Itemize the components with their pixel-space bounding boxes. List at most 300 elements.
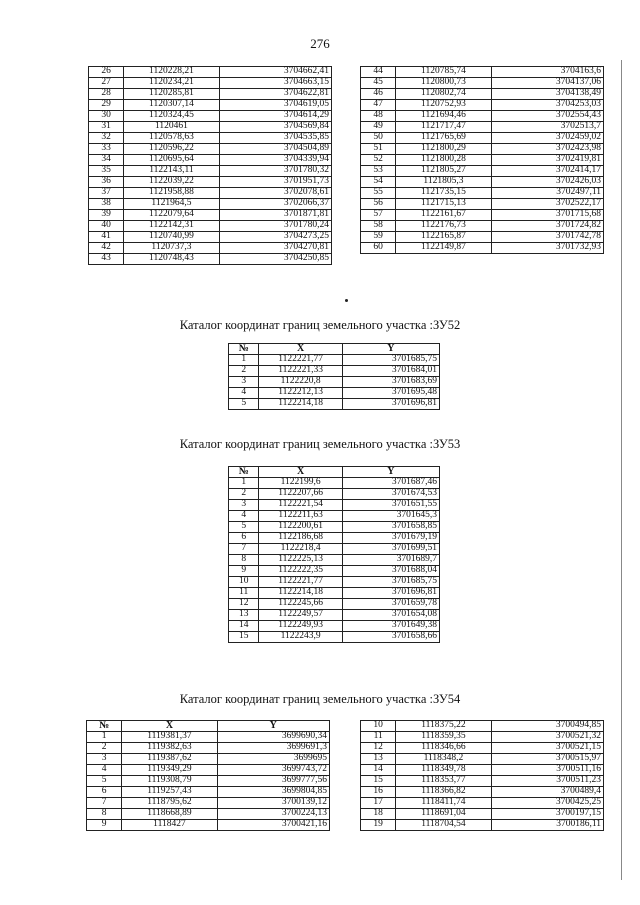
x-coordinate: 1122214,18	[259, 399, 342, 410]
header-num: №	[229, 467, 259, 478]
x-coordinate: 1118353,77	[396, 776, 491, 787]
caption-zu53: Каталог координат границ земельного участка :ЗУ53	[179, 437, 461, 451]
x-coordinate: 1120578,63	[124, 133, 219, 144]
point-number: 11	[361, 732, 396, 743]
table-row	[87, 743, 330, 754]
point-number: 31	[89, 122, 124, 133]
x-coordinate: 1120461	[124, 122, 219, 133]
y-coordinate: 3700224,13	[217, 809, 329, 820]
x-coordinate: 1118346,66	[396, 743, 491, 754]
point-number: 45	[361, 78, 396, 89]
y-coordinate: 3701684,01	[342, 366, 439, 377]
point-number: 40	[89, 221, 124, 232]
x-coordinate: 1118375,22	[396, 721, 491, 732]
y-coordinate: 3702423,98	[491, 144, 603, 155]
x-coordinate: 1122249,57	[259, 610, 342, 621]
stray-dot	[345, 299, 348, 302]
point-number: 52	[361, 155, 396, 166]
caption-zu52: Каталог координат границ земельного участка :ЗУ52	[179, 318, 461, 332]
point-number: 13	[361, 754, 396, 765]
y-coordinate: 3701742,78	[491, 232, 603, 243]
table-row	[361, 232, 604, 243]
table-row	[361, 177, 604, 188]
table-row	[229, 555, 440, 566]
caption-zu54: Каталог координат границ земельного участка :ЗУ54	[179, 692, 461, 706]
x-coordinate: 1122214,18	[259, 588, 342, 599]
x-coordinate: 1121805,3	[396, 177, 491, 188]
table-header-row	[87, 721, 330, 732]
table-row	[229, 399, 440, 410]
y-coordinate: 3699777,56	[217, 776, 329, 787]
point-number: 4	[229, 388, 259, 399]
x-coordinate: 1120324,45	[124, 111, 219, 122]
point-number: 9	[229, 566, 259, 577]
x-coordinate: 1119308,79	[122, 776, 217, 787]
table-row	[89, 133, 332, 144]
point-number: 7	[87, 798, 122, 809]
x-coordinate: 1122207,66	[259, 489, 342, 500]
y-coordinate: 3701871,81	[219, 210, 331, 221]
table-row	[89, 166, 332, 177]
x-coordinate: 1119257,43	[122, 787, 217, 798]
point-number: 2	[229, 366, 259, 377]
table-row	[361, 765, 604, 776]
x-coordinate: 1122225,13	[259, 555, 342, 566]
x-coordinate: 1122221,54	[259, 500, 342, 511]
y-coordinate: 3701688,04	[342, 566, 439, 577]
point-number: 7	[229, 544, 259, 555]
y-coordinate: 3700521,32	[491, 732, 603, 743]
y-coordinate: 3701732,93	[491, 243, 603, 254]
y-coordinate: 3701645,3	[342, 511, 439, 522]
point-number: 6	[229, 533, 259, 544]
point-number: 28	[89, 89, 124, 100]
y-coordinate: 3704273,25	[219, 232, 331, 243]
table-row	[229, 511, 440, 522]
header-x: X	[122, 721, 217, 732]
x-coordinate: 1119387,62	[122, 754, 217, 765]
table-row	[229, 610, 440, 621]
x-coordinate: 1122186,68	[259, 533, 342, 544]
point-number: 41	[89, 232, 124, 243]
y-coordinate: 3702078,61	[219, 188, 331, 199]
table-row	[89, 111, 332, 122]
point-number: 46	[361, 89, 396, 100]
point-number: 48	[361, 111, 396, 122]
y-coordinate: 3700197,15	[491, 809, 603, 820]
x-coordinate: 1120748,43	[124, 254, 219, 265]
y-coordinate: 3701951,73	[219, 177, 331, 188]
x-coordinate: 1120802,74	[396, 89, 491, 100]
table-row	[87, 787, 330, 798]
table-row	[361, 743, 604, 754]
y-coordinate: 3704339,94	[219, 155, 331, 166]
table-row	[361, 111, 604, 122]
point-number: 4	[87, 765, 122, 776]
point-number: 39	[89, 210, 124, 221]
x-coordinate: 1122199,6	[259, 478, 342, 489]
header-num: №	[229, 344, 259, 355]
y-coordinate: 3701689,7	[342, 555, 439, 566]
x-coordinate: 1121717,47	[396, 122, 491, 133]
point-number: 12	[361, 743, 396, 754]
table-row	[229, 489, 440, 500]
y-coordinate: 3704504,89	[219, 144, 331, 155]
x-coordinate: 1122149,87	[396, 243, 491, 254]
y-coordinate: 3700515,97	[491, 754, 603, 765]
table-row	[229, 355, 440, 366]
y-coordinate: 3699690,34	[217, 732, 329, 743]
x-coordinate: 1118427	[122, 820, 217, 831]
x-coordinate: 1122220,8	[259, 377, 342, 388]
x-coordinate: 1122079,64	[124, 210, 219, 221]
y-coordinate: 3701696,81	[342, 588, 439, 599]
y-coordinate: 3702066,37	[219, 199, 331, 210]
table-row	[361, 754, 604, 765]
point-number: 1	[229, 478, 259, 489]
point-number: 8	[229, 555, 259, 566]
point-number: 32	[89, 133, 124, 144]
point-number: 17	[361, 798, 396, 809]
x-coordinate: 1122221,77	[259, 577, 342, 588]
table-row	[89, 78, 332, 89]
x-coordinate: 1122143,11	[124, 166, 219, 177]
table-row	[361, 243, 604, 254]
x-coordinate: 1120740,99	[124, 232, 219, 243]
x-coordinate: 1118349,78	[396, 765, 491, 776]
header-x: X	[259, 344, 342, 355]
x-coordinate: 1122142,31	[124, 221, 219, 232]
coords-table-zu53	[228, 466, 440, 643]
y-coordinate: 3700421,16	[217, 820, 329, 831]
table-row	[89, 254, 332, 265]
y-coordinate: 3700139,12	[217, 798, 329, 809]
y-coordinate: 3700425,25	[491, 798, 603, 809]
y-coordinate: 3699691,3	[217, 743, 329, 754]
point-number: 19	[361, 820, 396, 831]
point-number: 8	[87, 809, 122, 820]
table-row	[361, 188, 604, 199]
y-coordinate: 3702497,11	[491, 188, 603, 199]
table-row	[361, 776, 604, 787]
table-row	[229, 478, 440, 489]
x-coordinate: 1118704,54	[396, 820, 491, 831]
y-coordinate: 3701659,78	[342, 599, 439, 610]
x-coordinate: 1119382,63	[122, 743, 217, 754]
point-number: 30	[89, 111, 124, 122]
x-coordinate: 1122161,67	[396, 210, 491, 221]
table-row	[361, 100, 604, 111]
table-row	[89, 155, 332, 166]
table-row	[89, 100, 332, 111]
x-coordinate: 1118691,04	[396, 809, 491, 820]
y-coordinate: 3704619,05	[219, 100, 331, 111]
x-coordinate: 1121800,28	[396, 155, 491, 166]
y-coordinate: 3700494,85	[491, 721, 603, 732]
x-coordinate: 1120234,21	[124, 78, 219, 89]
y-coordinate: 3704253,03	[491, 100, 603, 111]
x-coordinate: 1122243,9	[259, 632, 342, 643]
point-number: 47	[361, 100, 396, 111]
x-coordinate: 1118348,2	[396, 754, 491, 765]
y-coordinate: 3700511,16	[491, 765, 603, 776]
x-coordinate: 1119381,37	[122, 732, 217, 743]
table-row	[229, 533, 440, 544]
table-row	[229, 500, 440, 511]
y-coordinate: 3701685,75	[342, 577, 439, 588]
y-coordinate: 3701651,55	[342, 500, 439, 511]
y-coordinate: 3701679,19	[342, 533, 439, 544]
header-y: Y	[342, 467, 439, 478]
table-row	[89, 210, 332, 221]
table-row	[229, 522, 440, 533]
table-row	[87, 765, 330, 776]
coords-table-top-left	[88, 66, 332, 265]
table-row	[229, 544, 440, 555]
x-coordinate: 1122212,13	[259, 388, 342, 399]
table-row	[229, 566, 440, 577]
x-coordinate: 1121735,15	[396, 188, 491, 199]
x-coordinate: 1121715,13	[396, 199, 491, 210]
y-coordinate: 3704163,6	[491, 67, 603, 78]
y-coordinate: 3699743,72	[217, 765, 329, 776]
y-coordinate: 3701780,32	[219, 166, 331, 177]
x-coordinate: 1121958,88	[124, 188, 219, 199]
table-header-row	[229, 467, 440, 478]
y-coordinate: 3700521,15	[491, 743, 603, 754]
coords-table-zu54-right	[360, 720, 604, 831]
x-coordinate: 1122245,66	[259, 599, 342, 610]
y-coordinate: 3700511,23	[491, 776, 603, 787]
coords-table-zu52	[228, 343, 440, 410]
header-num: №	[87, 721, 122, 732]
x-coordinate: 1120737,3	[124, 243, 219, 254]
table-row	[87, 798, 330, 809]
y-coordinate: 3702522,17	[491, 199, 603, 210]
point-number: 4	[229, 511, 259, 522]
y-coordinate: 3704662,41	[219, 67, 331, 78]
table-row	[361, 721, 604, 732]
x-coordinate: 1122221,33	[259, 366, 342, 377]
x-coordinate: 1121805,27	[396, 166, 491, 177]
table-row	[87, 820, 330, 831]
table-row	[361, 732, 604, 743]
y-coordinate: 3704569,84	[219, 122, 331, 133]
y-coordinate: 3702554,43	[491, 111, 603, 122]
point-number: 6	[87, 787, 122, 798]
table-row	[229, 366, 440, 377]
table-row	[89, 221, 332, 232]
coords-table-top-right	[360, 66, 604, 254]
y-coordinate: 3701699,51	[342, 544, 439, 555]
table-row	[361, 144, 604, 155]
table-row	[229, 377, 440, 388]
page-number: 276	[310, 36, 330, 51]
table-row	[229, 621, 440, 632]
point-number: 10	[229, 577, 259, 588]
table-row	[361, 787, 604, 798]
point-number: 33	[89, 144, 124, 155]
table-row	[361, 89, 604, 100]
y-coordinate: 3701695,48	[342, 388, 439, 399]
x-coordinate: 1122039,22	[124, 177, 219, 188]
table-row	[361, 820, 604, 831]
table-row	[229, 588, 440, 599]
point-number: 3	[229, 377, 259, 388]
table-row	[89, 188, 332, 199]
x-coordinate: 1118668,89	[122, 809, 217, 820]
point-number: 5	[87, 776, 122, 787]
x-coordinate: 1122211,63	[259, 511, 342, 522]
point-number: 44	[361, 67, 396, 78]
y-coordinate: 3704622,81	[219, 89, 331, 100]
point-number: 16	[361, 787, 396, 798]
table-row	[89, 243, 332, 254]
x-coordinate: 1122165,87	[396, 232, 491, 243]
y-coordinate: 3704137,06	[491, 78, 603, 89]
table-row	[361, 166, 604, 177]
x-coordinate: 1118411,74	[396, 798, 491, 809]
point-number: 2	[229, 489, 259, 500]
point-number: 15	[229, 632, 259, 643]
point-number: 58	[361, 221, 396, 232]
header-x: X	[259, 467, 342, 478]
table-row	[361, 809, 604, 820]
y-coordinate: 3700186,11	[491, 820, 603, 831]
y-coordinate: 3702459,02	[491, 133, 603, 144]
x-coordinate: 1120695,64	[124, 155, 219, 166]
table-row	[229, 599, 440, 610]
y-coordinate: 3699695	[217, 754, 329, 765]
table-row	[361, 798, 604, 809]
y-coordinate: 3701658,85	[342, 522, 439, 533]
x-coordinate: 1122222,35	[259, 566, 342, 577]
y-coordinate: 3701654,08	[342, 610, 439, 621]
table-row	[361, 199, 604, 210]
point-number: 10	[361, 721, 396, 732]
x-coordinate: 1122200,61	[259, 522, 342, 533]
table-row	[89, 199, 332, 210]
point-number: 37	[89, 188, 124, 199]
y-coordinate: 3702513,7	[491, 122, 603, 133]
table-row	[229, 632, 440, 643]
point-number: 56	[361, 199, 396, 210]
point-number: 2	[87, 743, 122, 754]
y-coordinate: 3704535,85	[219, 133, 331, 144]
y-coordinate: 3704138,49	[491, 89, 603, 100]
x-coordinate: 1122218,4	[259, 544, 342, 555]
y-coordinate: 3702419,81	[491, 155, 603, 166]
y-coordinate: 3701649,38	[342, 621, 439, 632]
point-number: 42	[89, 243, 124, 254]
table-row	[361, 78, 604, 89]
x-coordinate: 1120285,81	[124, 89, 219, 100]
point-number: 50	[361, 133, 396, 144]
point-number: 38	[89, 199, 124, 210]
table-row	[229, 577, 440, 588]
point-number: 9	[87, 820, 122, 831]
x-coordinate: 1122249,93	[259, 621, 342, 632]
table-row	[89, 67, 332, 78]
point-number: 36	[89, 177, 124, 188]
x-coordinate: 1118359,35	[396, 732, 491, 743]
x-coordinate: 1118795,62	[122, 798, 217, 809]
y-coordinate: 3701658,66	[342, 632, 439, 643]
y-coordinate: 3704614,29	[219, 111, 331, 122]
point-number: 1	[87, 732, 122, 743]
header-y: Y	[342, 344, 439, 355]
point-number: 13	[229, 610, 259, 621]
point-number: 1	[229, 355, 259, 366]
x-coordinate: 1121694,46	[396, 111, 491, 122]
table-row	[89, 122, 332, 133]
point-number: 11	[229, 588, 259, 599]
y-coordinate: 3700489,4	[491, 787, 603, 798]
point-number: 5	[229, 522, 259, 533]
x-coordinate: 1120752,93	[396, 100, 491, 111]
table-header-row	[229, 344, 440, 355]
table-row	[89, 232, 332, 243]
table-row	[89, 177, 332, 188]
table-row	[361, 210, 604, 221]
point-number: 54	[361, 177, 396, 188]
point-number: 26	[89, 67, 124, 78]
x-coordinate: 1120800,73	[396, 78, 491, 89]
scan-edge-line	[621, 60, 622, 880]
point-number: 35	[89, 166, 124, 177]
point-number: 3	[229, 500, 259, 511]
table-row	[361, 122, 604, 133]
table-row	[87, 776, 330, 787]
table-row	[361, 221, 604, 232]
x-coordinate: 1122221,77	[259, 355, 342, 366]
header-y: Y	[217, 721, 329, 732]
y-coordinate: 3701683,69	[342, 377, 439, 388]
x-coordinate: 1120307,14	[124, 100, 219, 111]
y-coordinate: 3701696,81	[342, 399, 439, 410]
table-row	[87, 754, 330, 765]
table-row	[229, 388, 440, 399]
x-coordinate: 1120785,74	[396, 67, 491, 78]
x-coordinate: 1121765,69	[396, 133, 491, 144]
point-number: 27	[89, 78, 124, 89]
y-coordinate: 3701780,24	[219, 221, 331, 232]
y-coordinate: 3701715,68	[491, 210, 603, 221]
table-row	[89, 89, 332, 100]
point-number: 5	[229, 399, 259, 410]
point-number: 49	[361, 122, 396, 133]
table-row	[87, 809, 330, 820]
point-number: 29	[89, 100, 124, 111]
point-number: 15	[361, 776, 396, 787]
x-coordinate: 1121964,5	[124, 199, 219, 210]
y-coordinate: 3701685,75	[342, 355, 439, 366]
point-number: 51	[361, 144, 396, 155]
coords-table-zu54-left	[86, 720, 330, 831]
y-coordinate: 3702414,17	[491, 166, 603, 177]
y-coordinate: 3701674,53	[342, 489, 439, 500]
table-row	[361, 155, 604, 166]
x-coordinate: 1122176,73	[396, 221, 491, 232]
y-coordinate: 3701687,46	[342, 478, 439, 489]
point-number: 12	[229, 599, 259, 610]
table-row	[87, 732, 330, 743]
point-number: 14	[361, 765, 396, 776]
table-row	[361, 67, 604, 78]
table-row	[89, 144, 332, 155]
point-number: 43	[89, 254, 124, 265]
point-number: 57	[361, 210, 396, 221]
